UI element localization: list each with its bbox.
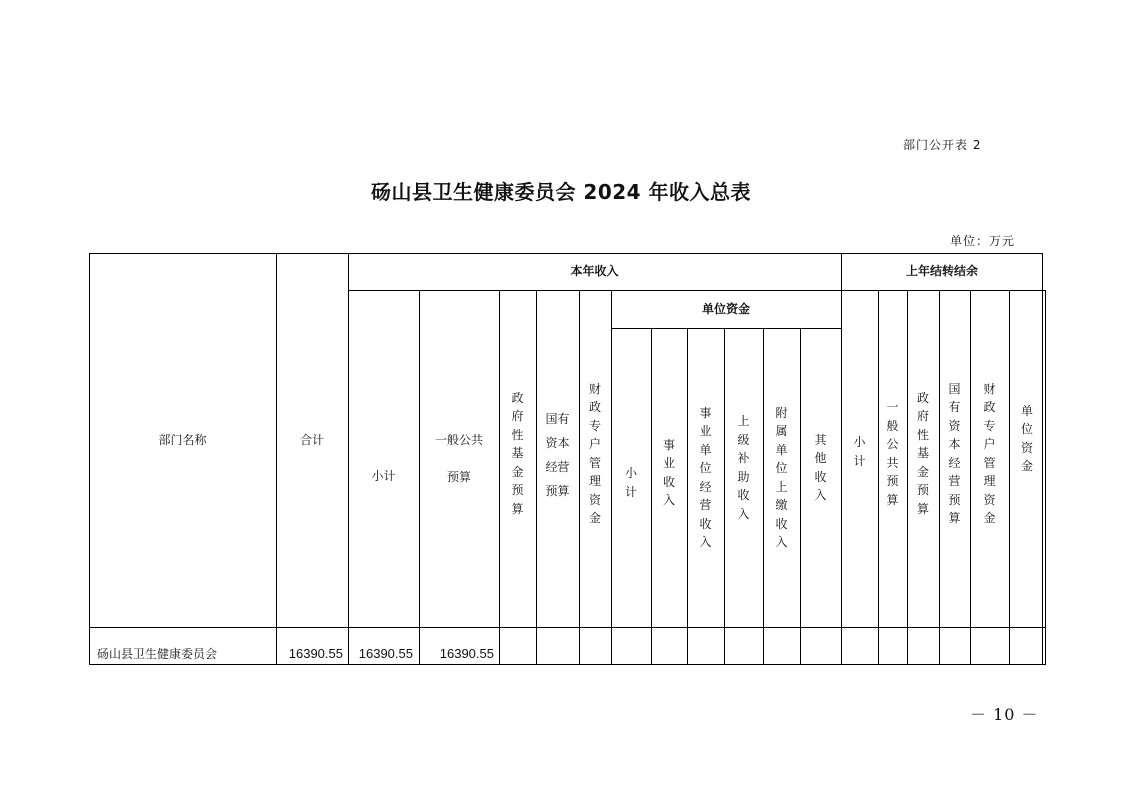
pr-general-budget: 一 般 公 共 预 算 (886, 400, 899, 507)
uf-operating-income: 事 业 单 位 经 营 收 入 (699, 405, 712, 549)
col-gov-fund-budget: 政 府 性 基 金 预 算 (511, 390, 524, 516)
uf-business-income: 事 业 收 入 (662, 437, 675, 507)
pr-subtotal: 小 计 (853, 435, 866, 468)
pr-state-capital-budget: 国 有 资 本 经 营 预 算 (948, 381, 961, 525)
col-fiscal-special-fund: 财 政 专 户 管 理 资 金 (588, 381, 601, 525)
col-total: 合计 (299, 432, 324, 447)
group-prior-carryover: 上年结转结余 (905, 264, 978, 279)
pr-unit-funds: 单 位 资 金 (1020, 403, 1033, 473)
row-dept-name: 砀山县卫生健康委员会 (97, 647, 218, 661)
row-subtotal: 16390.55 (358, 646, 413, 661)
group-current-year: 本年收入 (570, 264, 619, 279)
rule (1045, 290, 1046, 665)
col-subtotal: 小计 (371, 469, 396, 484)
pr-gov-fund-budget: 政 府 性 基 金 预 算 (916, 390, 929, 516)
uf-affiliate-remittance: 附 属 单 位 上 缴 收 入 (775, 405, 788, 549)
col-dept-name: 部门名称 (158, 432, 207, 447)
group-unit-funds: 单位资金 (701, 301, 750, 316)
rule (89, 627, 1046, 628)
uf-higher-subsidy: 上 级 补 助 收 入 (737, 414, 750, 521)
col-general-budget: 一般公共 预算 (434, 432, 483, 484)
rule (1009, 664, 1046, 665)
uf-subtotal: 小 计 (624, 466, 637, 499)
page-number: － 10 － (970, 705, 1039, 724)
form-number: 部门公开表 2 (903, 138, 982, 152)
row-total: 16390.55 (288, 646, 343, 661)
row-general-budget: 16390.55 (439, 646, 494, 661)
col-state-capital-budget: 国有 资本 经营 预算 (545, 411, 570, 498)
pr-fiscal-special-fund: 财 政 专 户 管 理 资 金 (983, 381, 996, 525)
unit-label: 单位：万元 (950, 234, 1016, 248)
uf-other-income: 其 他 收 入 (814, 432, 827, 502)
document-title: 砀山县卫生健康委员会 2024 年收入总表 (370, 180, 752, 204)
